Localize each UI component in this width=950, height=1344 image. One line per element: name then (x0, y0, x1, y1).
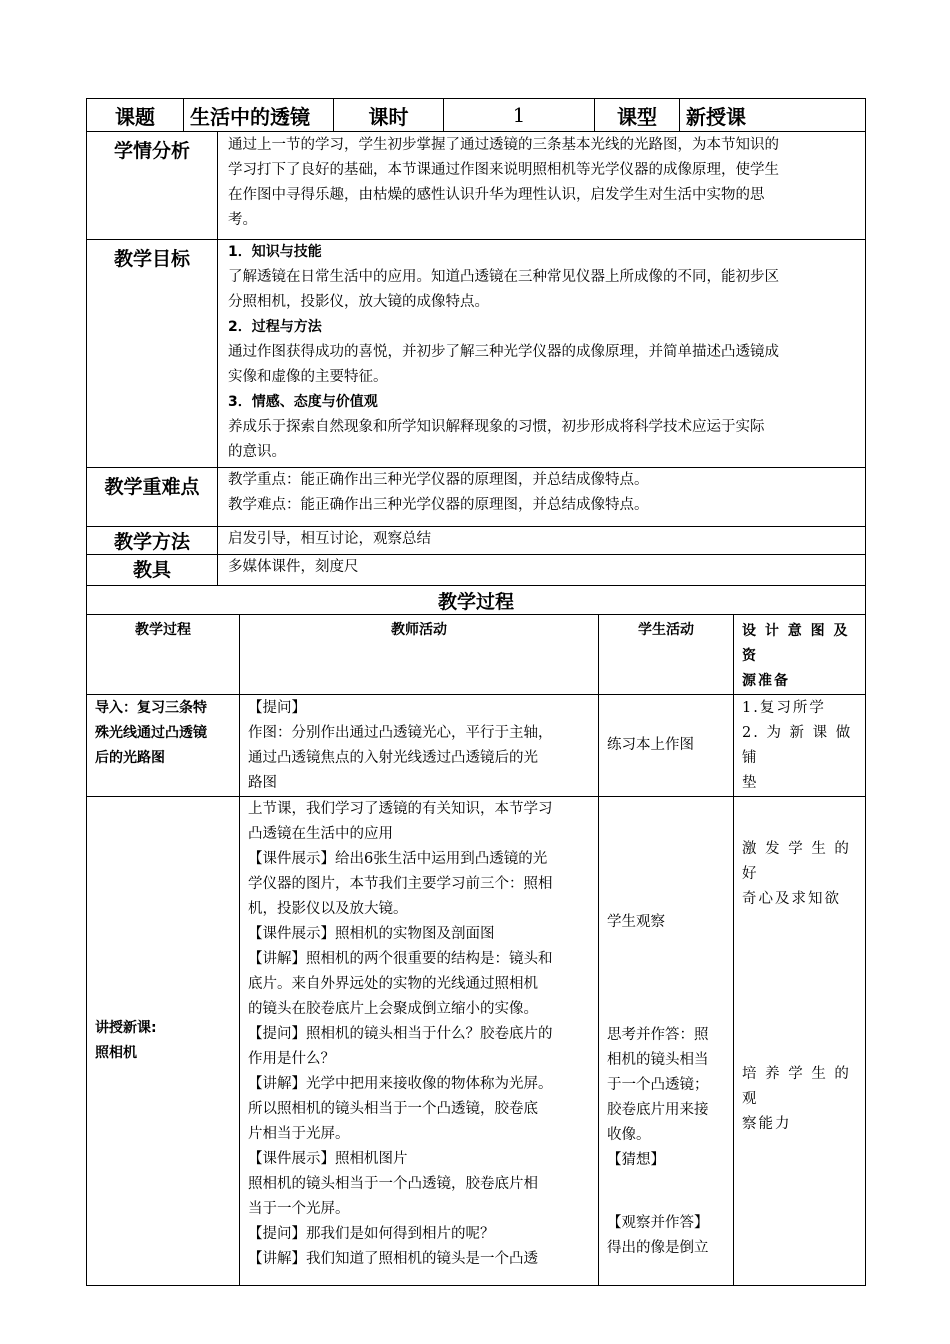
type-value: 新授课 (680, 99, 866, 132)
teacher-activity-intro (240, 695, 599, 797)
design-line: 1.复习所学 (742, 699, 826, 716)
type-label: 课型 (595, 99, 680, 132)
analysis-line: 在作图中寻得乐趣，由枯燥的感性认识升华为理性认识，启发学生对生活中实物的思 (228, 187, 765, 203)
student-line: 相机的镜头相当 (607, 1052, 709, 1068)
teacher-line: 【课件展示】照相机的实物图及剖面图 (248, 926, 495, 942)
teacher-line: 作图：分别作出通过凸透镜光心，平行于主轴， (248, 725, 553, 741)
keypoints-text (218, 468, 866, 527)
goal-attitude-title: 3．情感、态度与价值观 (228, 394, 378, 410)
teacher-line: 的镜头在胶卷底片上会聚成倒立缩小的实像。 (248, 1001, 538, 1017)
design-line: 垫 (742, 774, 759, 791)
stage-line: 导入：复习三条特 (95, 700, 207, 716)
student-line: 学生观察 (607, 914, 665, 930)
keypoint-line: 教学重点：能正确作出三种光学仪器的原理图，并总结成像特点。 (228, 472, 649, 488)
teacher-line: 当于一个光屏。 (248, 1201, 350, 1217)
lesson-detail-table (86, 131, 866, 586)
goal-line: 了解透镜在日常生活中的应用。知道凸透镜在三种常见仪器上所成像的不同，能初步区 (228, 269, 779, 285)
analysis-text (218, 132, 866, 240)
keypoints-label: 教学重难点 (87, 468, 218, 527)
teacher-line: 所以照相机的镜头相当于一个凸透镜，胶卷底 (248, 1101, 538, 1117)
student-line: 思考并作答：照 (607, 1027, 709, 1043)
teacher-line: 【提问】照相机的镜头相当于什么？胶卷底片的 (248, 1026, 553, 1042)
goal-knowledge-title: 1．知识与技能 (228, 244, 322, 260)
keypoints-row (87, 468, 866, 527)
lesson-plan (86, 98, 865, 1286)
col-teacher-header: 教师活动 (240, 615, 599, 695)
analysis-row (87, 132, 866, 240)
process-table (86, 585, 866, 1286)
teacher-line: 照相机的镜头相当于一个凸透镜，胶卷底片相 (248, 1176, 538, 1192)
lesson-info-table (86, 98, 866, 132)
tools-row (87, 555, 866, 586)
stage-line: 讲授新课: (95, 1020, 157, 1036)
student-line: 得出的像是倒立 (607, 1240, 709, 1256)
student-activity-camera (599, 797, 734, 1286)
tools-value: 多媒体课件，刻度尺 (218, 555, 866, 586)
stage-line: 后的光路图 (95, 750, 165, 766)
analysis-line: 考。 (228, 212, 257, 228)
col-design-line: 源准备 (742, 673, 790, 689)
stage-line: 照相机 (95, 1045, 137, 1061)
process-row-camera (87, 797, 866, 1286)
goals-row (87, 240, 866, 468)
teacher-line: 【讲解】照相机的两个很重要的结构是：镜头和 (248, 951, 553, 967)
teacher-line: 学仪器的图片，本节我们主要学习前三个：照相 (248, 876, 553, 892)
student-line: 【观察并作答】 (607, 1215, 709, 1231)
student-line: 胶卷底片用来接 (607, 1102, 709, 1118)
analysis-label: 学情分析 (87, 132, 218, 240)
col-student-header: 学生活动 (599, 615, 734, 695)
student-activity-intro: 练习本上作图 (599, 695, 734, 797)
design-line: 察能力 (742, 1116, 792, 1132)
analysis-line: 通过上一节的学习，学生初步掌握了通过透镜的三条基本光线的光路图，为本节知识的 (228, 137, 779, 153)
topic-label: 课题 (87, 99, 184, 132)
hours-value: 1 (444, 99, 595, 132)
teacher-line: 片相当于光屏。 (248, 1126, 350, 1142)
teacher-activity-camera (240, 797, 599, 1286)
teacher-line: 底片。来自外界远处的实物的光线通过照相机 (248, 976, 538, 992)
stage-intro (87, 695, 240, 797)
method-label: 教学方法 (87, 527, 218, 555)
design-intent-camera (734, 797, 866, 1286)
teacher-line: 机，投影仪以及放大镜。 (248, 901, 408, 917)
process-title: 教学过程 (87, 586, 866, 615)
process-header-row (87, 615, 866, 695)
header-row (87, 99, 866, 132)
process-title-row (87, 586, 866, 615)
design-line: 2. 为 新 课 做 铺 (742, 724, 853, 766)
goal-process-title: 2．过程与方法 (228, 319, 322, 335)
keypoint-line: 教学难点：能正确作出三种光学仪器的原理图，并总结成像特点。 (228, 497, 649, 513)
student-line: 收像。 (607, 1127, 651, 1143)
goal-line: 的意识。 (228, 444, 286, 460)
hours-label: 课时 (334, 99, 444, 132)
teacher-line: 【讲解】光学中把用来接收像的物体称为光屏。 (248, 1076, 553, 1092)
design-line: 培 养 学 生 的 观 (742, 1066, 851, 1107)
col-design-line: 设 计 意 图 及 资 (742, 623, 850, 664)
student-line: 于一个凸透镜； (607, 1077, 709, 1093)
analysis-line: 学习打下了良好的基础，本节课通过作图来说明照相机等光学仪器的成像原理，使学生 (228, 162, 779, 178)
method-row (87, 527, 866, 555)
teacher-line: 【课件展示】给出6张生活中运用到凸透镜的光 (248, 851, 548, 867)
design-intent-intro (734, 695, 866, 797)
teacher-line: 凸透镜在生活中的应用 (248, 826, 393, 842)
teacher-line: 路图 (248, 775, 277, 791)
teacher-line: 【提问】那我们是如何得到相片的呢？ (248, 1226, 495, 1242)
goal-line: 通过作图获得成功的喜悦，并初步了解三种光学仪器的成像原理，并简单描述凸透镜成 (228, 344, 779, 360)
teacher-line: 【提问】 (248, 700, 306, 716)
teacher-line: 【课件展示】照相机图片 (248, 1151, 408, 1167)
topic-value: 生活中的透镜 (184, 99, 334, 132)
stage-camera (87, 797, 240, 1286)
stage-line: 殊光线通过凸透镜 (95, 725, 207, 741)
tools-label: 教具 (87, 555, 218, 586)
teacher-line: 通过凸透镜焦点的入射光线透过凸透镜后的光 (248, 750, 538, 766)
goal-line: 实像和虚像的主要特征。 (228, 369, 388, 385)
teacher-line: 作用是什么？ (248, 1051, 335, 1067)
goals-text (218, 240, 866, 468)
col-design-header (734, 615, 866, 695)
process-row-intro (87, 695, 866, 797)
col-process-header: 教学过程 (87, 615, 240, 695)
design-line: 奇心及求知欲 (742, 891, 841, 907)
goals-label: 教学目标 (87, 240, 218, 468)
student-line: 【猜想】 (607, 1152, 665, 1168)
goal-line: 养成乐于探索自然现象和所学知识解释现象的习惯，初步形成将科学技术应运于实际 (228, 419, 765, 435)
goal-line: 分照相机，投影仪，放大镜的成像特点。 (228, 294, 489, 310)
teacher-line: 【讲解】我们知道了照相机的镜头是一个凸透 (248, 1251, 538, 1267)
method-value: 启发引导，相互讨论，观察总结 (218, 527, 866, 555)
teacher-line: 上节课，我们学习了透镜的有关知识，本节学习 (248, 801, 553, 817)
design-line: 激 发 学 生 的 好 (742, 841, 851, 882)
